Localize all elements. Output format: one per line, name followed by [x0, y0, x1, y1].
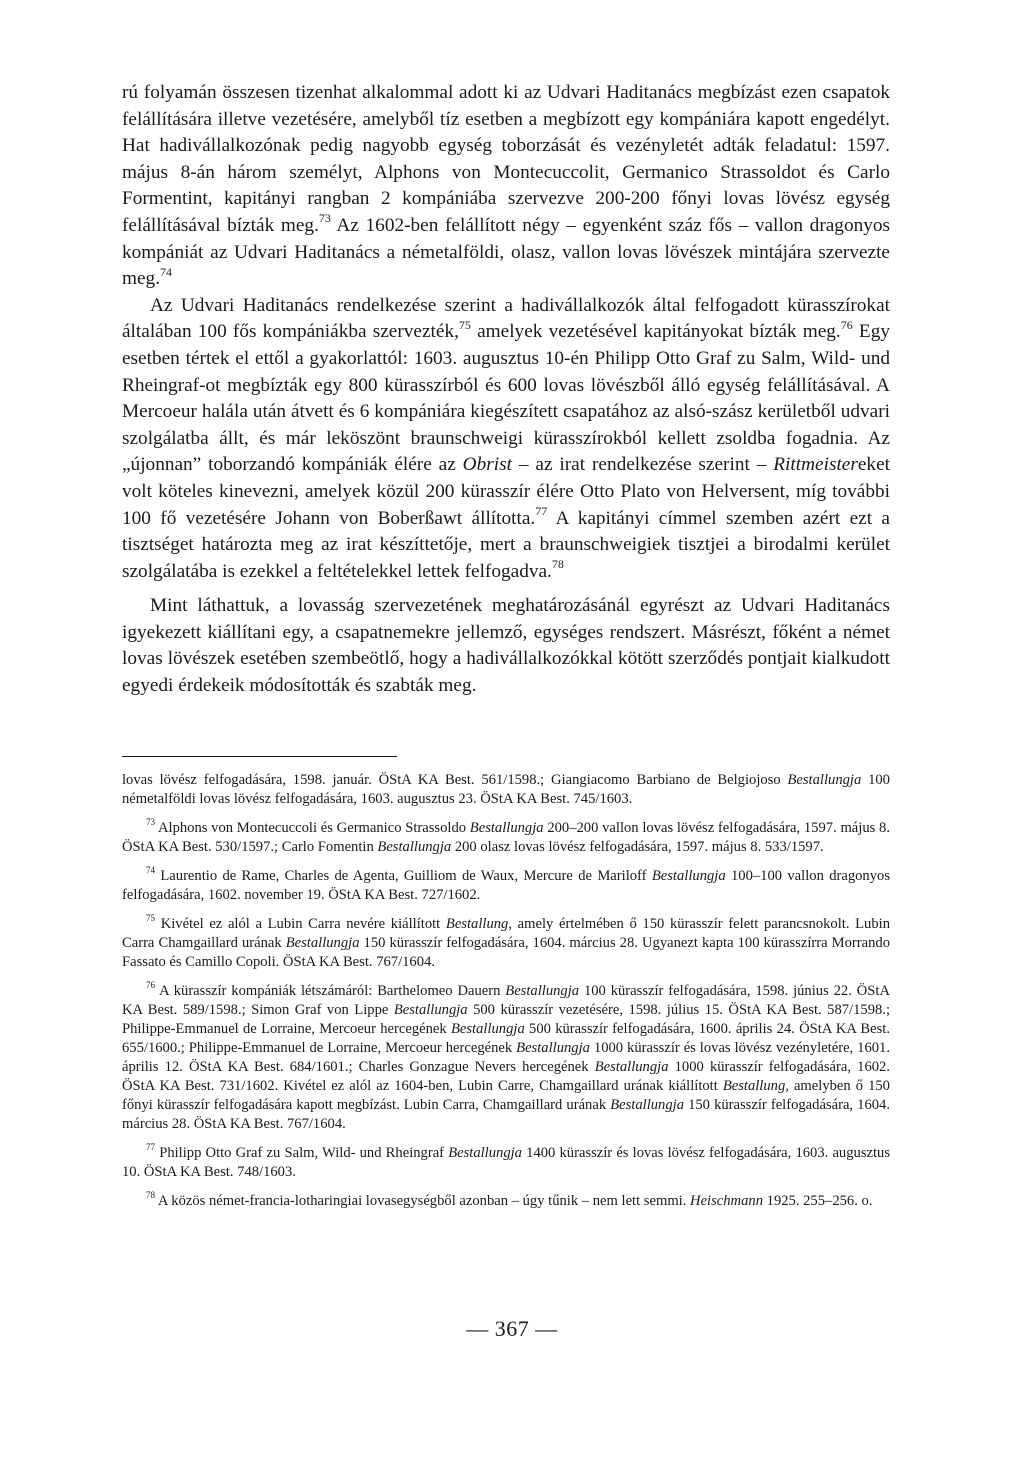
text-run: lovas lövész felfogadására, 1598. január. ÖStA KA Best. 561/1598.; Giangiacomo Barbiano de Belgiojoso [122, 771, 788, 788]
italic-term: Bestallungja [377, 838, 452, 855]
footnote-73 [122, 816, 890, 857]
paragraph-2 [122, 293, 890, 586]
text-run: Kivétel ez alól a Lubin Carra nevére kiállított [155, 915, 446, 932]
footnote-ref[interactable]: 74 [160, 264, 172, 279]
text-run: eket volt köteles kinevezni, amelyek közül 200 kürasszír élére Otto Plato von Helversent, míg további 100 fő vezetésére Johann von Boberßawt állította. [122, 454, 890, 529]
page-number: — 367 — [466, 1316, 558, 1341]
italic-term: Bestallungja [285, 934, 360, 951]
text-run: A kürasszír kompániák létszámáról: Barthelomeo Dauern [155, 982, 506, 999]
footnote-number: 74 [146, 864, 156, 875]
text-run: 200–200 vallon lovas lövész felfogadására, 1597. május 8. ÖStA KA Best. 530/1597.; Carlo Fomentin [122, 819, 890, 855]
page-body [122, 80, 890, 1211]
text-run: 1925. 255–256. o. [763, 1192, 873, 1209]
italic-term: Bestallungja [450, 1020, 525, 1037]
text-run: Alphons von Montecuccoli és Germanico Strassoldo [155, 819, 470, 836]
text-run: 100 kürasszír felfogadására, 1598. június 22. ÖStA KA Best. 589/1598.; Simon Graf von Lippe [122, 982, 891, 1018]
footnote-77 [122, 1141, 891, 1182]
footnote-ref[interactable]: 78 [551, 557, 564, 572]
text-run: A kapitányi címmel szemben azért ezt a tisztséget határozta meg az irat készíttetője, mert a braunschweigiek tisztjei a birodalmi kerület szolgálatába is ezekkel a feltételekkel lettek felfogadva. [122, 507, 890, 582]
text-run: – az irat rendelkezése szerint – [511, 454, 774, 476]
footnote-number: 77 [146, 1141, 156, 1152]
paragraph-3: Mint láthattuk, a lovasság szervezetének meghatározásánál egyrészt az Udvari Haditanács igyekezett kiállítani egy, a csapatnemekre jellemző, egységes rendszert. Másrészt, főként a német lovas lövészek esetében szembeötlő, hogy a hadivállalkozókkal kötött szerződés pontjait kialkudott egyedi érdekeik módosították és szabták meg. [122, 595, 890, 697]
footnote-75 [122, 912, 890, 972]
italic-term: Bestallungja [393, 1001, 468, 1018]
text-run: 100 németalföldi lovas lövész felfogadására, 1603. augusztus 23. ÖStA KA Best. 745/1603. [122, 771, 890, 807]
italic-term: Bestallungja [787, 771, 862, 788]
italic-term: Bestallungja [516, 1039, 590, 1056]
text-run: 100–100 vallon dragonyos felfogadására, 1602. november 19. ÖStA KA Best. 727/1602. [122, 867, 890, 903]
italic-term: Bestallung, [722, 1077, 789, 1094]
italic-term: Bestallungja [594, 1058, 669, 1075]
text-run: 1000 kürasszír és lovas lövész vezényletére, 1601. április 12. ÖStA KA Best. 684/1601.; Charles Gonzague Nevers hercegének [122, 1039, 890, 1075]
text-run: rú folyamán összesen tizenhat alkalommal adott ki az Udvari Haditanács megbízást ezen csapatok felállítására illetve vezetésére, amelyből tíz esetben a megbízott egy kompániára kapott engedélyt. Hat hadivállalkozónak pedig nagyobb egység toborzását és vezényletét adták feladatul: 1597. május 8-án három személyt, Alphons von Montecuccolit, Germanico Strassoldot és Carlo Formentint, kapitányi rangban 2 kompániába szervezve 200-200 főnyi lovas lövész egység felállításával bízták meg. [122, 82, 890, 236]
footnote-ref[interactable]: 77 [535, 503, 548, 518]
text-run: 500 kürasszír vezetésére, 1598. július 15. ÖStA KA Best. 587/1598.; Philippe-Emmanuel de Lorraine, Mercoeur hercegének [122, 1001, 891, 1037]
italic-term: Bestallungja [610, 1096, 684, 1113]
text-run: Egy esetben tértek el ettől a gyakorlattól: 1603. augusztus 10-én Philipp Otto Graf zu Salm, Wild- und Rheingraf-ot megbízták egy 800 kürasszírból és 600 lovas lövészből álló egység felállításával. A Mercoeur halála után átvett és 6 kompániára kiegészített csapatához az alsó-szász kerületből udvari szolgálatba állt, és már leköszönt braunschweigi kürasszírokból kellett zsoldba fogadnia. Az „újonnan” toborzandó kompániák élére az [122, 321, 890, 476]
text-run: amely értelmében ő 150 kürasszír felett parancsnokolt. Lubin Carra Chamgaillard urának [122, 915, 890, 951]
footnote-number: 73 [146, 816, 156, 827]
text-run: amelyek vezetésével kapitányokat bízták meg. [470, 321, 841, 343]
footnote-divider [122, 756, 397, 757]
italic-term: Bestallungja [505, 982, 580, 999]
italic-term: Obrist [462, 454, 512, 476]
footnotes [122, 771, 890, 1211]
italic-term: Bestallungja [651, 867, 726, 884]
text-run: 500 kürasszír felfogadására, 1600. április 24. ÖStA KA Best. 655/1600.; Philippe-Emmanuel de Lorraine, Mercoeur hercegének [122, 1020, 890, 1056]
text-run: 200 olasz lovas lövész felfogadására, 1597. május 8. 533/1597. [451, 838, 824, 855]
italic-term: Bestallungja [469, 819, 544, 836]
italic-term: Rittmeister [773, 454, 858, 476]
footnote-ref[interactable]: 76 [840, 317, 853, 332]
text-run: Az Udvari Haditanács rendelkezése szerint a hadivállalkozók által felfogadott kürasszírokat általában 100 fős kompániákba szervezték, [122, 294, 890, 343]
footnote-ref[interactable]: 75 [458, 317, 471, 332]
footnote-number: 75 [146, 912, 156, 923]
paragraph-1 [122, 80, 890, 293]
text-run: 150 kürasszír felfogadására, 1604. március 28. Ugyanezt kapta 100 kürasszírra Morrando Fassato és Camillo Copoli. ÖStA KA Best. 767/1604. [122, 934, 890, 970]
text-run: 1000 kürasszír felfogadására, 1602. ÖStA KA Best. 731/1602. Kivétel ez alól az 1604-ben, Lubin Carre, Chamgaillard urának kiállított [122, 1058, 890, 1094]
footnote-ref[interactable]: 73 [318, 211, 331, 226]
main-text [122, 80, 890, 700]
text-run: amelyben ő 150 főnyi kürasszír felfogadására kapott megbízást. Lubin Carra, Chamgaillard urának [122, 1077, 890, 1113]
text-run: Laurentio de Rame, Charles de Agenta, Guilliom de Waux, Mercure de Mariloff [155, 867, 652, 884]
text-run: Az 1602-ben felállított négy – egyenként száz fős – vallon dragonyos kompániát az Udvari Haditanács a németalföldi, olasz, vallon lovas lövészek mintájára szervezte meg. [122, 214, 891, 290]
italic-term: Bestallung, [445, 915, 512, 932]
text-run: A közös német-francia-lotharingiai lovasegységből azonban – úgy tűnik – nem lett semmi. [155, 1192, 691, 1209]
footnote-76 [122, 979, 891, 1134]
italic-term: Bestallungja [448, 1144, 522, 1161]
footnote-78 [122, 1189, 890, 1211]
text-run: 1400 kürasszír és lovas lövész felfogadására, 1603. augusztus 10. ÖStA KA Best. 748/1603. [122, 1144, 891, 1180]
italic-term: Heischmann [690, 1192, 763, 1209]
footnote-continuation [122, 771, 890, 809]
text-run: 150 kürasszír felfogadására, 1604. március 28. ÖStA KA Best. 767/1604. [122, 1096, 890, 1132]
text-run: Philipp Otto Graf zu Salm, Wild- und Rheingraf [155, 1144, 449, 1161]
footnote-number: 78 [146, 1189, 156, 1200]
footnote-number: 76 [146, 979, 156, 990]
footnote-74 [122, 864, 890, 905]
